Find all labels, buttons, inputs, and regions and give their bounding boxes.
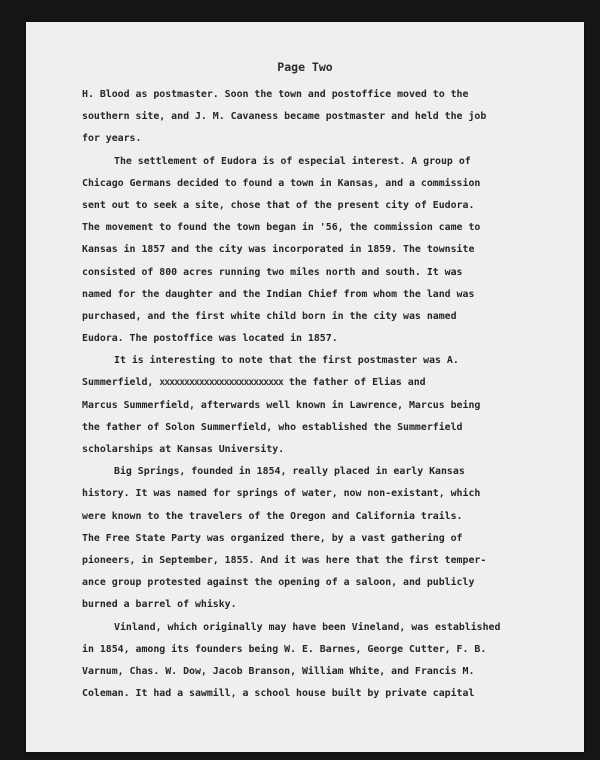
struck-out-text: xxxxxxxxxxxxxxxxxxxxxxxxx	[159, 377, 283, 389]
text-line: were known to the travelers of the Oregon and California trails.	[82, 510, 463, 522]
line-text: the father of Elias and	[282, 377, 426, 389]
text-line: burned a barrel of whisky.	[82, 599, 237, 611]
text-line: consisted of 800 acres running two miles north and south. It was	[82, 266, 463, 278]
text-line: in 1854, among its founders being W. E. Barnes, George Cutter, F. B.	[82, 643, 487, 655]
text-line: Marcus Summerfield, afterwards well known in Lawrence, Marcus being	[82, 399, 481, 411]
text-line: Big Springs, founded in 1854, really placed in early Kansas	[114, 466, 465, 478]
text-line: Coleman. It had a sawmill, a school house built by private capital	[82, 688, 475, 700]
text-line: history. It was named for springs of water, now non-existant, which	[82, 488, 481, 500]
text-line	[82, 372, 582, 394]
text-line: Eudora. The postoffice was located in 1857.	[82, 333, 338, 345]
text-line: Vinland, which originally may have been Vineland, was established	[114, 621, 501, 633]
text-line: pioneers, in September, 1855. And it was here that the first temper-	[82, 554, 487, 566]
body-text	[82, 84, 582, 705]
text-line: H. Blood as postmaster. Soon the town and postoffice moved to the	[82, 89, 469, 100]
typewritten-page	[26, 22, 584, 752]
text-line: named for the daughter and the Indian Chief from whom the land was	[82, 288, 475, 300]
text-line: the father of Solon Summerfield, who established the Summerfield	[82, 421, 463, 433]
page-title: Page Two	[277, 60, 333, 74]
text-line: Varnum, Chas. W. Dow, Jacob Branson, William White, and Francis M.	[82, 665, 475, 677]
line-text: Summerfield,	[82, 377, 160, 389]
text-line: purchased, and the first white child born in the city was named	[82, 310, 457, 322]
text-line: It is interesting to note that the first postmaster was A.	[114, 355, 459, 367]
text-line: The movement to found the town began in '56, the commission came to	[82, 222, 481, 234]
text-line: The Free State Party was organized there, by a vast gathering of	[82, 532, 463, 544]
text-line: sent out to seek a site, chose that of the present city of Eudora.	[82, 199, 475, 211]
text-line: Chicago Germans decided to found a town in Kansas, and a commission	[82, 177, 481, 189]
text-line: The settlement of Eudora is of especial interest. A group of	[114, 155, 471, 167]
text-line: for years.	[82, 133, 142, 145]
text-line: scholarships at Kansas University.	[82, 444, 285, 455]
text-line: Kansas in 1857 and the city was incorporated in 1859. The townsite	[82, 244, 475, 256]
text-line: southern site, and J. M. Cavaness became postmaster and held the job	[82, 111, 487, 123]
text-line: ance group protested against the opening of a saloon, and publicly	[82, 577, 475, 589]
